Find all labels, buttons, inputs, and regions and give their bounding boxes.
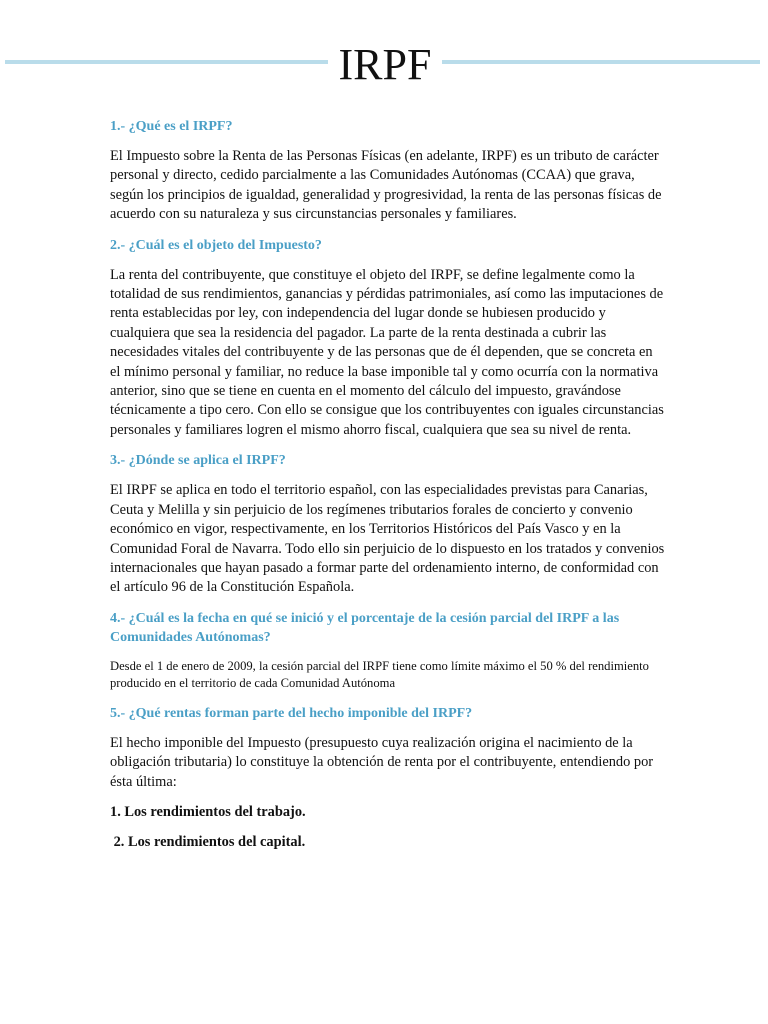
section-2-heading: 2.- ¿Cuál es el objeto del Impuesto? xyxy=(110,237,322,253)
section-5-item-1: 1. Los rendimientos del trabajo. xyxy=(110,803,306,820)
section-5-item-2: 2. Los rendimientos del capital. xyxy=(110,834,306,851)
section-1-body: El Impuesto sobre la Renta de las Personas Físicas (en adelante, IRPF) es un tributo de carácter personal y directo, cedido parcialmente a las Comunidades Autónomas (CCAA) que grava, según los principios de igualdad, generalidad y progresividad, la renta de las personas físicas de acuerdo con su naturaleza y sus circunstancias personales y familiares. xyxy=(110,148,662,223)
section-4-body: Desde el 1 de enero de 2009, la cesión parcial del IRPF tiene como límite máximo el 50 % del rendimiento producido en el territorio de cada Comunidad Autónoma xyxy=(110,658,649,690)
document-body xyxy=(110,117,665,864)
section-1-heading: 1.- ¿Qué es el IRPF? xyxy=(110,119,233,134)
title-rule-right xyxy=(442,60,760,64)
page-title: IRPF xyxy=(338,40,432,89)
section-4-heading: 4.- ¿Cuál es la fecha en qué se inició y el porcentaje de la cesión parcial del IRPF a las Comunidades Autónomas? xyxy=(110,610,620,645)
section-3-heading: 3.- ¿Dónde se aplica el IRPF? xyxy=(110,453,286,469)
section-5-body: El hecho imponible del Impuesto (presupuesto cuya realización origina el nacimiento de la obligación tributaria) lo constituye la obtención de renta por el contribuyente, entendiendo por ésta última: xyxy=(110,734,654,790)
section-5-heading: 5.- ¿Qué rentas forman parte del hecho imponible del IRPF? xyxy=(110,705,473,721)
title-row xyxy=(0,40,768,90)
title-rule-left xyxy=(5,60,328,64)
section-3-body: El IRPF se aplica en todo el territorio español, con las especialidades previstas para Canarias, Ceuta y Melilla y sin perjuicio de los regímenes tributarios forales de concierto y convenio económico en vigor, respectivamente, en los Territorios Históricos del País Vasco y en la Comunidad Foral de Navarra. Todo ello sin perjuicio de lo dispuesto en los tratados y convenios internacionales que hayan pasado a formar parte del ordenamiento interno, de conformidad con el artículo 96 de la Constitución Española. xyxy=(110,482,665,596)
section-2-body: La renta del contribuyente, que constituye el objeto del IRPF, se define legalmente como la totalidad de sus rendimientos, ganancias y pérdidas patrimoniales, así como las imputaciones de renta establecidas por ley, con independencia del lugar donde se hubiesen producido y cualquiera que sea la residencia del pagador. La parte de la renta destinada a cubrir las necesidades vitales del contribuyente y de las personas que de él dependen, que se concreta en el mínimo personal y familiar, no reduce la base imponible tal y como ocurría con la normativa anterior, sino que se tiene en cuenta en el momento del cálculo del impuesto, gravándose técnicamente a tipo cero. Con ello se consigue que los contribuyentes con iguales circunstancias personales y familiares logren el mismo ahorro fiscal, cualquiera que sea su nivel de renta. xyxy=(110,266,664,438)
